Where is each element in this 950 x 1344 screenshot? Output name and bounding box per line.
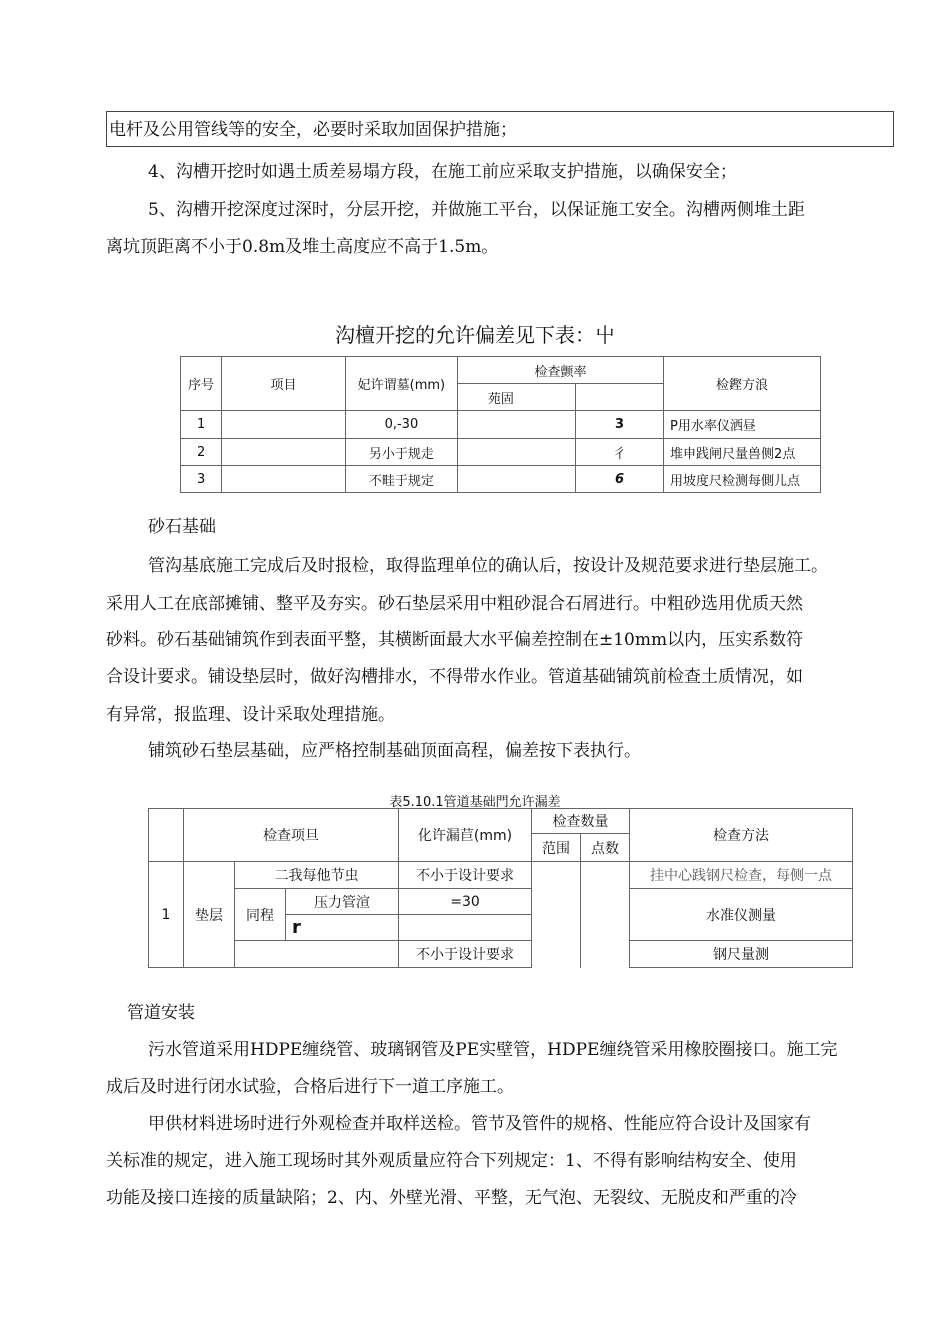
th2-count: 检查数量 [532, 809, 630, 834]
table-row: r [149, 915, 853, 941]
elev-cell: 同程 [235, 889, 286, 941]
pipe-para2-line2: 关标准的规定，进入施工现场时其外观质量应符合下列规定：1、不得有影响结构安全、使用 [106, 1151, 797, 1171]
table2-title: 表5.10.1管道基础門允许漏差 [389, 795, 561, 810]
pipe-para2-line3: 功能及接口连接的质量缺陷；2、内、外壁光滑、平整，无气泡、无裂纹、无脱皮和严重的冷 [106, 1188, 797, 1208]
trench-tolerance-table [180, 356, 821, 493]
seq-cell: 1 [149, 862, 184, 968]
th-freq: 检查颤率 [457, 357, 663, 384]
pipe-foundation-table [148, 808, 853, 968]
th-item: 项目 [222, 357, 346, 411]
gravel-para1-line3: 砂料。砂石基础铺筑作到表面平整，其横断面最大水平偏差控制在±10mm以内，压实系数符 [106, 630, 804, 650]
th2-tolerance: 化许漏苣(mm) [399, 809, 532, 862]
th-method: 检鏗方浪 [664, 357, 821, 411]
pipe-para2-line1: 甲供材料进场时进行外观检查并取样送检。管节及管件的规格、性能应符合设计及国家有 [148, 1114, 811, 1134]
th2-method: 检查方法 [630, 809, 853, 862]
item-5-line2: 离坑顶距离不小于0.8m及堆土高度应不高于1.5m。 [106, 237, 499, 257]
layer-cell: 垫层 [184, 862, 235, 968]
th-tolerance: 妃许谓墓(mm) [345, 357, 457, 411]
th2-blank [149, 809, 184, 862]
gravel-para1-line4: 合设计要求。铺设垫层时，做好沟槽排水，不得带水作业。管道基础铺筑前检查土质情况，如 [106, 667, 803, 687]
boxed-line [106, 111, 894, 147]
table-row: 同程 压力管渲 =30 水准仪测量 [149, 889, 853, 915]
table-row: 3 不畦于规定 6 用坡度尺检测每側儿点 [181, 466, 821, 493]
th-seq: 序号 [181, 357, 222, 411]
pipe-para1-line1: 污水管道采用HDPE缠绕管、玻璃钢管及PE实壁管，HDPE缠绕管采用橡胶圈接口。施工完 [148, 1040, 838, 1060]
gravel-para1-line5: 有异常，报监理、设计采取处理措施。 [106, 705, 395, 725]
pipe-heading: 管道安装 [127, 1003, 195, 1023]
table-row: 不小于设计要求 钢尺量测 [149, 941, 853, 968]
th2-range: 范围 [532, 834, 581, 862]
gravel-para1-line2: 采用人工在底部摊铺、整平及夯实。砂石垫层采用中粗砂混合石屑进行。中粗砂选用优质天然 [106, 594, 803, 614]
table-row: 2 另小于规走 彳 堆申践闸尺量兽侧2点 [181, 439, 821, 466]
item-4: 4、沟槽开挖时如遇土质差易塌方段，在施工前应采取支护措施，以确保安全； [148, 162, 737, 182]
gravel-para1-line1: 管沟基底施工完成后及时报检，取得监理单位的确认后，按设计及规范要求进行垫层施工。 [148, 556, 828, 576]
item-5-line1: 5、沟槽开挖深度过深时，分层开挖，并做施工平台，以保证施工安全。沟槽两侧堆土距 [148, 200, 805, 220]
th2-points: 点数 [581, 834, 630, 862]
th-points [575, 384, 663, 411]
table1-title: 沟檀开挖的允许偏差见下表：屮 [335, 323, 615, 347]
table-row: 1 垫层 二我每他节虫 不小于设计要求 挂中心践钢尺检查，每侧一点 [149, 862, 853, 889]
boxed-line-text: 电杆及公用管线等的安全，必要时采取加固保护措施； [109, 120, 517, 140]
table-row: 1 0,-30 3 P用水率仪洒昼 [181, 411, 821, 439]
gravel-para2: 铺筑砂石垫层基础，应严格控制基础顶面高程，偏差按下表执行。 [148, 741, 641, 761]
th-range: 苑固 [457, 384, 575, 411]
gravel-heading: 砂石基础 [148, 517, 216, 537]
th2-item: 检查项旦 [184, 809, 399, 862]
pipe-para1-line2: 成后及时进行闭水试验，合格后进行下一道工序施工。 [106, 1077, 514, 1097]
